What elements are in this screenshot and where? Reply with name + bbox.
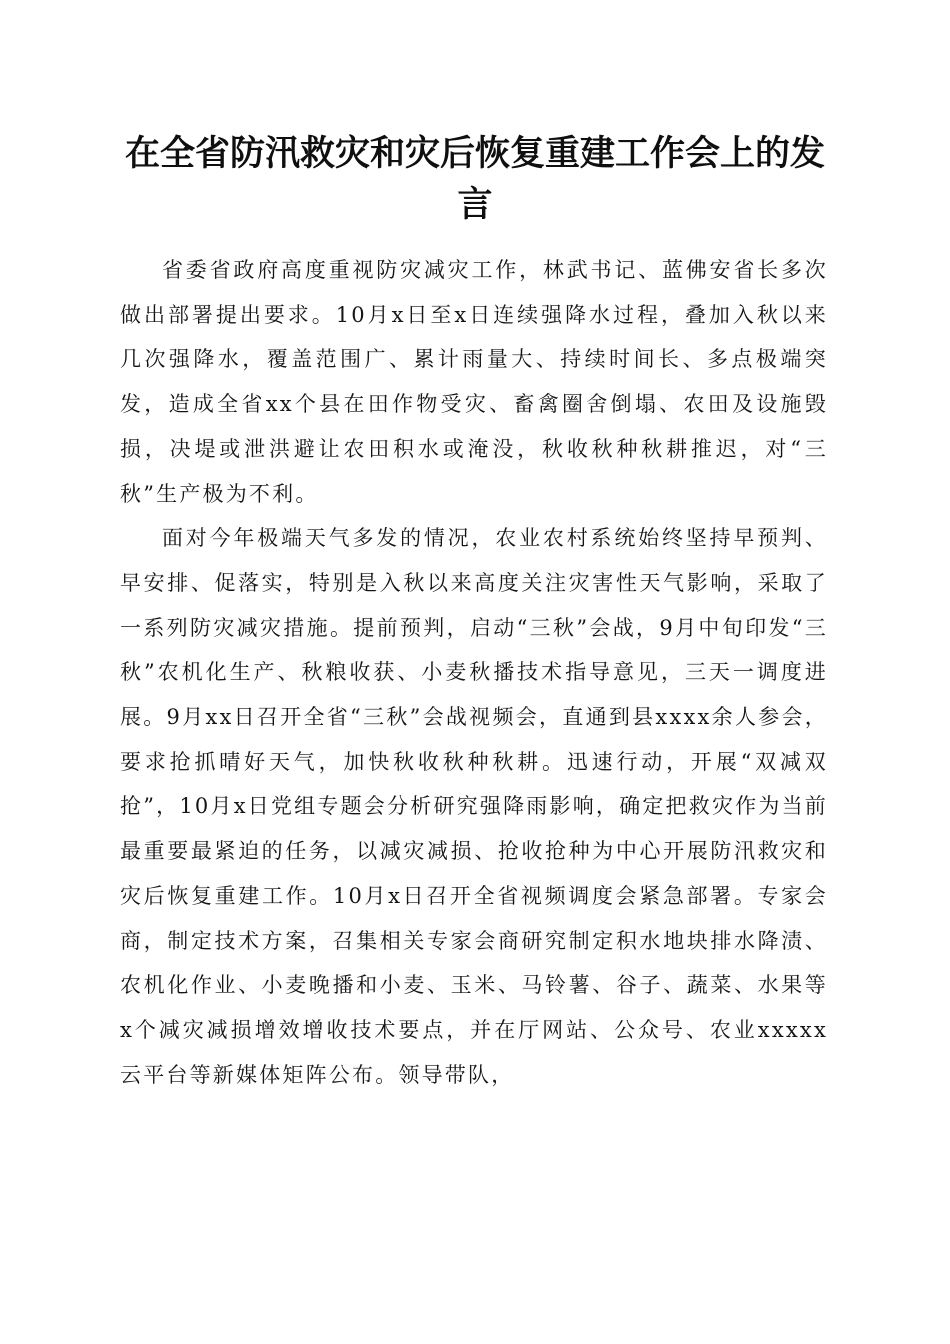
paragraph-2: 面对今年极端天气多发的情况，农业农村系统始终坚持早预判、早安排、促落实，特别是入秋以来高度关注灾害性天气影响，采取了一系列防灾减灾措施。提前预判，启动“三秋”会战，9月中旬印发“三秋”农机化生产、秋粮收获、小麦秋播技术指导意见，三天一调度进展。9月xx日召开全省“三秋”会战视频会，直通到县xxxx余人参会，要求抢抓晴好天气，加快秋收秋种秋耕。迅速行动，开展“双减双抢”，10月x日党组专题会分析研究强降雨影响，确定把救灾作为当前最重要最紧迫的任务，以减灾减损、抢收抢种为中心开展防汛救灾和灾后恢复重建工作。10月x日召开全省视频调度会紧急部署。专家会商，制定技术方案，召集相关专家会商研究制定积水地块排水降渍、农机化作业、小麦晚播和小麦、玉米、马铃薯、谷子、蔬菜、水果等x个减灾减损增效增收技术要点，并在厅网站、公众号、农业xxxxx云平台等新媒体矩阵公布。领导带队， [120, 526, 828, 1087]
document-body [120, 248, 828, 1097]
paragraph-1: 省委省政府高度重视防灾减灾工作，林武书记、蓝佛安省长多次做出部署提出要求。10月x日至x日连续强降水过程，叠加入秋以来几次强降水，覆盖范围广、累计雨量大、持续时间长、多点极端突发，造成全省xx个县在田作物受灾、畜禽圈舍倒塌、农田及设施毁损，决堤或泄洪避让农田积水或淹没，秋收秋种秋耕推迟，对“三秋”生产极为不利。 [120, 258, 828, 506]
document-title: 在全省防汛救灾和灾后恢复重建工作会上的发言 [124, 133, 825, 225]
